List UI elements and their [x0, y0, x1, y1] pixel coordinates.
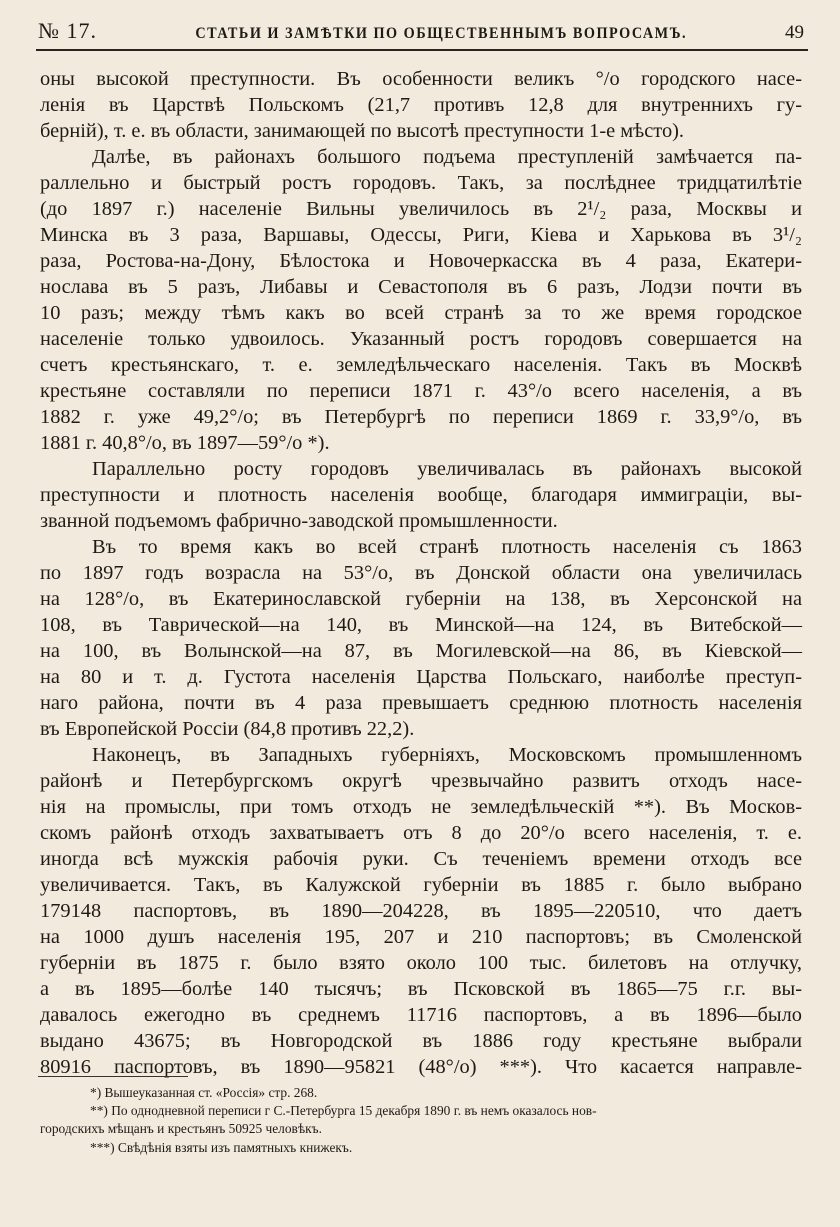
- text-line: на 80 и т. д. Густота населенія Царства Польскаго, наиболѣе преступ-: [40, 666, 802, 688]
- running-title: СТАТЬИ И ЗАМѢТКИ ПО ОБЩЕСТВЕННЫМЪ ВОПРОСАМЪ.: [195, 25, 687, 42]
- text-line: на 100, въ Волынской—на 87, въ Могилевской—на 86, въ Кіевской—: [40, 640, 802, 662]
- footnote-rule: [38, 1076, 188, 1077]
- text-line: нослава въ 5 разъ, Либавы и Севастополя въ 6 разъ, Лодзи почти въ: [40, 276, 802, 298]
- text-line: выдано 43675; въ Новгородской въ 1886 году крестьяне выбрали: [40, 1030, 802, 1052]
- article-body: [40, 66, 802, 1080]
- text-line: на 128°/о, въ Екатеринославской губерніи на 138, въ Херсонской на: [40, 588, 802, 610]
- text-line: давалось ежегодно въ среднемъ 11716 паспортовъ, а въ 1896—было: [40, 1004, 802, 1026]
- text-line: а въ 1895—болѣе 140 тысячъ; въ Псковской въ 1865—75 г.г. вы-: [40, 978, 802, 1000]
- text-line: 108, въ Таврической—на 140, въ Минской—на 124, въ Витебской—: [40, 614, 802, 636]
- text-line: (до 1897 г.) населеніе Вильны увеличилось въ 2¹/₂ раза, Москвы и: [40, 198, 802, 220]
- text-line: увеличивается. Такъ, въ Калужской губерніи въ 1885 г. было выбрано: [40, 874, 802, 896]
- page-number: 49: [785, 22, 804, 43]
- footnotes: [40, 1084, 802, 1157]
- text-line: ленія въ Царствѣ Польскомъ (21,7 противъ 12,8 для внутреннихъ гу-: [40, 94, 802, 116]
- footnote: ***) Свѣдѣнія взяты изъ памятныхъ книжекъ.: [90, 1139, 353, 1155]
- text-line: иногда всѣ мужскія рабочія руки. Съ теченіемъ времени отходъ все: [40, 848, 802, 870]
- text-line: въ Европейской Россіи (84,8 противъ 22,2).: [40, 718, 415, 740]
- text-line: по 1897 годъ возрасла на 53°/о, въ Донской области она увеличилась: [40, 562, 802, 584]
- text-line: 179148 паспортовъ, въ 1890—204228, въ 1895—220510, что даетъ: [40, 900, 802, 922]
- text-line: наго района, почти въ 4 раза превышаетъ среднюю плотность населенія: [40, 692, 802, 714]
- text-line: оны высокой преступности. Въ особенности великъ °/о городского насе-: [40, 68, 802, 90]
- footnote: городскихъ мѣщанъ и крестьянъ 50925 человѣкъ.: [40, 1121, 322, 1137]
- footnote: **) По однодневной переписи г С.-Петербурга 15 декабря 1890 г. въ немъ оказалось нов-: [90, 1103, 597, 1119]
- issue-number: № 17.: [38, 18, 97, 43]
- text-line: 80916 паспортовъ, въ 1890—95821 (48°/о) ***). Что касается направле-: [40, 1056, 802, 1078]
- text-line: нія на промыслы, при томъ отходъ не земледѣльческій **). Въ Москов-: [40, 796, 802, 818]
- text-line: 1882 г. уже 49,2°/о; въ Петербургѣ по переписи 1869 г. 33,9°/о, въ: [40, 406, 802, 428]
- text-line: губерніи въ 1875 г. было взято около 100 тыс. билетовъ на отлучку,: [40, 952, 802, 974]
- page-header: [38, 18, 804, 52]
- text-line: берній), т. е. въ области, занимающей по высотѣ преступности 1-е мѣсто).: [40, 120, 685, 142]
- text-line: раза, Ростова-на-Дону, Бѣлостока и Новочеркасска въ 4 раза, Екатери-: [40, 250, 802, 272]
- text-line: 10 разъ; между тѣмъ какъ во всей странѣ за то же время городское: [40, 302, 802, 324]
- text-line: на 1000 душъ населенія 195, 207 и 210 паспортовъ; въ Смоленской: [40, 926, 802, 948]
- text-line: раллельно и быстрый ростъ городовъ. Такъ, за послѣднее тридцатилѣтіе: [40, 172, 802, 194]
- text-line: 1881 г. 40,8°/о, въ 1897—59°/о *).: [40, 432, 330, 454]
- text-line: районѣ и Петербургскомъ округѣ чрезвычайно развитъ отходъ насе-: [40, 770, 802, 792]
- text-line: крестьяне составляли по переписи 1871 г. 43°/о всего населенія, а въ: [40, 380, 802, 402]
- text-line: скомъ районѣ отходъ захватываетъ отъ 8 до 20°/о всего населенія, т. е.: [40, 822, 802, 844]
- text-line: Параллельно росту городовъ увеличивалась въ районахъ высокой: [92, 458, 802, 480]
- text-line: населеніе только удвоилось. Указанный ростъ городовъ совершается на: [40, 328, 802, 350]
- text-line: званной подъемомъ фабрично-заводской промышленности.: [40, 510, 558, 532]
- text-line: преступности и плотность населенія вообще, благодаря иммиграціи, вы-: [40, 484, 802, 506]
- text-line: Въ то время какъ во всей странѣ плотность населенія съ 1863: [92, 536, 802, 558]
- text-line: Наконецъ, въ Западныхъ губерніяхъ, Московскомъ промышленномъ: [92, 744, 802, 766]
- text-line: счетъ крестьянскаго, т. е. земледѣльческаго населенія. Такъ въ Москвѣ: [40, 354, 802, 376]
- header-rule: [36, 49, 808, 51]
- footnote: *) Вышеуказанная ст. «Россія» стр. 268.: [90, 1085, 318, 1100]
- text-line: Далѣе, въ районахъ большого подъема преступленій замѣчается па-: [92, 146, 802, 168]
- text-line: Минска въ 3 раза, Варшавы, Одессы, Риги, Кіева и Харькова въ 3¹/₂: [40, 224, 802, 246]
